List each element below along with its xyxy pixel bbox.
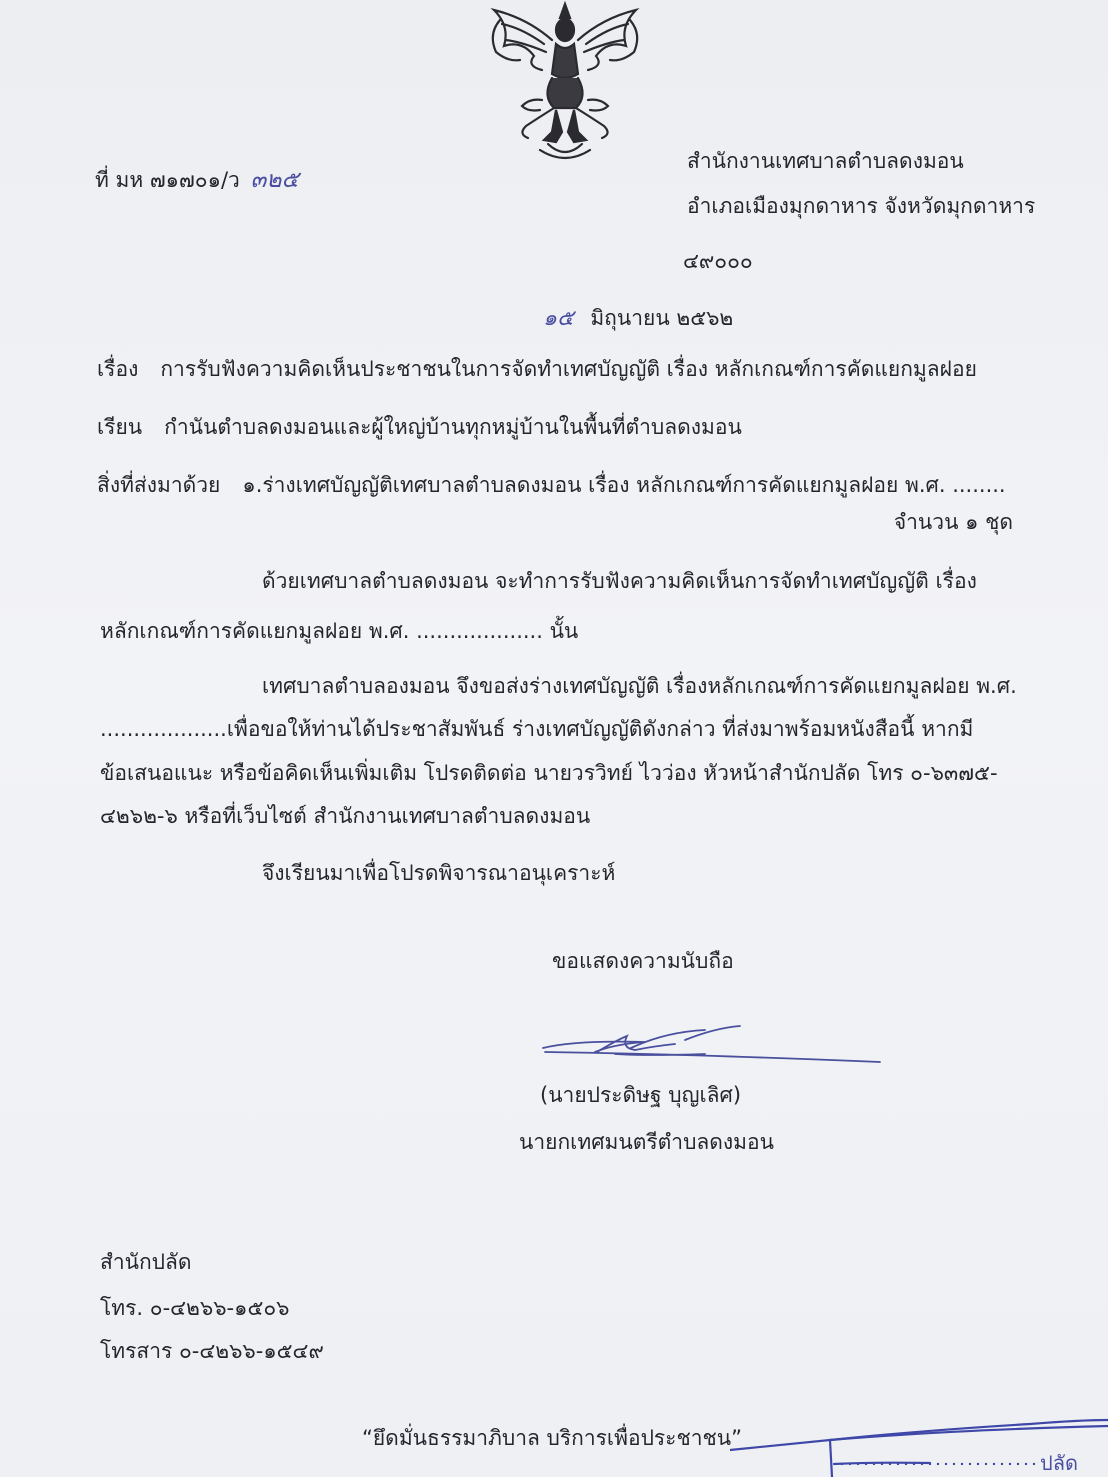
footer-office: สำนักปลัด <box>100 1250 192 1274</box>
office-address-line-2: อำเภอเมืองมุกดาหาร จังหวัดมุกดาหาร <box>687 194 1036 218</box>
reference-number-handwritten: ๓๒๕ <box>250 167 299 193</box>
date-month-year: มิถุนายน ๒๕๖๒ <box>590 306 734 330</box>
body-line-1: ด้วยเทศบาลตำบลดงมอน จะทำการรับฟังความคิดเห็นการจัดทำเทศบัญญัติ เรื่อง <box>262 569 977 593</box>
body-line-4: ...................เพื่อขอให้ท่านได้ประชาสัมพันธ์ ร่างเทศบัญญัติดังกล่าว ที่ส่งมาพร้อมหนังสือนี้ หากมี <box>100 717 974 741</box>
handwritten-signature <box>535 1018 885 1073</box>
garuda-emblem-icon <box>482 0 648 162</box>
office-postcode: ๔๙๐๐๐ <box>683 249 753 273</box>
enclosure-count: จำนวน ๑ ชุด <box>893 510 1013 534</box>
document-reference <box>95 162 299 198</box>
enclosure-label: สิ่งที่ส่งมาด้วย <box>97 473 221 497</box>
signer-name: (นายประดิษฐ บุญเลิศ) <box>540 1083 742 1107</box>
closing-phrase: ขอแสดงความนับถือ <box>552 949 734 973</box>
subject-text: การรับฟังความคิดเห็นประชาชนในการจัดทำเทศบัญญัติ เรื่อง หลักเกณฑ์การคัดแยกมูลฝอย <box>160 357 977 381</box>
footer-motto: “ยึดมั่นธรรมาภิบาล บริการเพื่อประชาชน” <box>362 1426 742 1450</box>
enclosure-text: ๑.ร่างเทศบัญญัติเทศบาลตำบลดงมอน เรื่อง หลักเกณฑ์การคัดแยกมูลฝอย พ.ศ. ........ <box>242 473 1006 497</box>
subject-line <box>97 353 977 386</box>
office-address-line-1: สำนักงานเทศบาลตำบลดงมอน <box>687 149 964 173</box>
footer-fax: โทรสาร ๐-๔๒๖๖-๑๕๔๙ <box>100 1339 324 1363</box>
body-closing-request: จึงเรียนมาเพื่อโปรดพิจารณาอนุเคราะห์ <box>262 861 616 885</box>
body-line-6: ๔๒๖๒-๖ หรือที่เว็บไซต์ สำนักงานเทศบาลตำบลดงมอน <box>100 804 591 828</box>
date-day-handwritten: ๑๕ <box>543 306 574 331</box>
stamp-label: ปลัด <box>1040 1451 1078 1475</box>
footer-telephone: โทร. ๐-๔๒๖๖-๑๕๐๖ <box>100 1296 290 1320</box>
reference-prefix: ที่ มห ๗๑๗๐๑/ว <box>95 168 240 192</box>
recipient-line <box>97 411 742 444</box>
body-line-5: ข้อเสนอแนะ หรือข้อคิดเห็นเพิ่มเติม โปรดติดต่อ นายวรวิทย์ ไวว่อง หัวหน้าสำนักปลัด โทร ๐-๖๓๗๕- <box>100 761 998 785</box>
letter-date <box>543 300 733 335</box>
recipient-label: เรียน <box>97 415 143 439</box>
signer-title: นายกเทศมนตรีตำบลดงมอน <box>519 1130 774 1154</box>
enclosure-line <box>97 469 1006 502</box>
recipient-text: กำนันตำบลดงมอนและผู้ใหญ่บ้านทุกหมู่บ้านในพื้นที่ตำบลดงมอน <box>164 415 742 439</box>
body-line-3: เทศบาลตำบลองมอน จึงขอส่งร่างเทศบัญญัติ เรื่องหลักเกณฑ์การคัดแยกมูลฝอย พ.ศ. <box>262 674 1017 698</box>
subject-label: เรื่อง <box>97 357 139 381</box>
body-line-2: หลักเกณฑ์การคัดแยกมูลฝอย พ.ศ. ................... นั้น <box>100 619 579 643</box>
